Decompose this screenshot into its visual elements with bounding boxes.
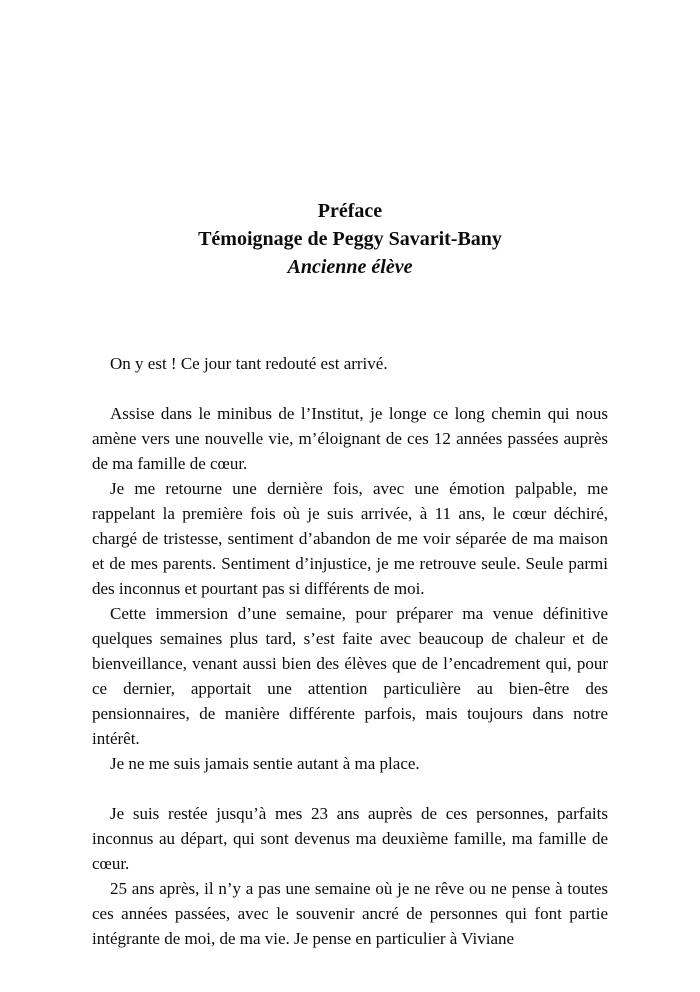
paragraph-7: 25 ans après, il n’y a pas une semaine où je ne rêve ou ne pense à toutes ces années passées, avec le souvenir ancré de personnes qui font partie intégrante de moi, de ma vie. Je pense en particulier à Viviane (92, 879, 608, 948)
preface-body (92, 351, 608, 951)
heading-former-student: Ancienne élève (287, 256, 413, 278)
preface-heading (0, 197, 700, 281)
heading-preface: Préface (317, 200, 383, 222)
paragraph-4: Cette immersion d’une semaine, pour préparer ma venue définitive quelques semaines plus tard, s’est faite avec beaucoup de chaleur et de bienveillance, venant aussi bien des élèves que de l’encadrement qui, pour ce dernier, apportait une attention particulière au bien-être des pensionnaires, de manière différente parfois, mais toujours dans notre intérêt. (92, 604, 608, 748)
paragraph-6: Je suis restée jusqu’à mes 23 ans auprès de ces personnes, parfaits inconnus au départ, qui sont devenus ma deuxième famille, ma famille de cœur. (92, 804, 608, 873)
paragraph-1: On y est ! Ce jour tant redouté est arrivé. (110, 354, 388, 373)
paragraph-5: Je ne me suis jamais sentie autant à ma place. (110, 754, 420, 773)
paragraph-2: Assise dans le minibus de l’Institut, je longe ce long chemin qui nous amène vers une nouvelle vie, m’éloignant de ces 12 années passées auprès de ma famille de cœur. (92, 404, 608, 473)
heading-testimony-author: Témoignage de Peggy Savarit-Bany (198, 228, 502, 250)
paragraph-3: Je me retourne une dernière fois, avec une émotion palpable, me rappelant la première fois où je suis arrivée, à 11 ans, le cœur déchiré, chargé de tristesse, sentiment d’abandon de me voir séparée de ma maison et de mes parents. Sentiment d’injustice, je me retrouve seule. Seule parmi des inconnus et pourtant pas si différents de moi. (92, 479, 608, 598)
